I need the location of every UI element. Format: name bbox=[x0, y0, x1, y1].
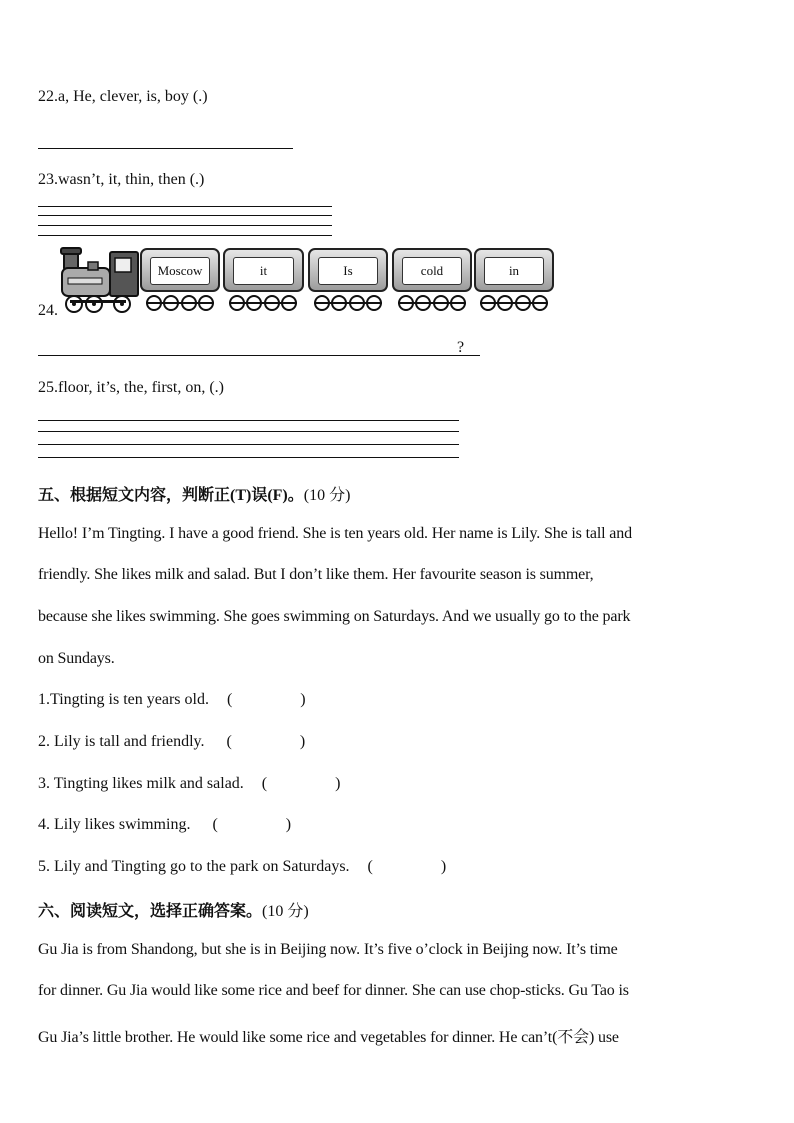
section-6-title: 六、阅读短文，选择正确答案。 bbox=[38, 903, 263, 920]
question-25: 25.floor, it’s, the, first, on, (.) bbox=[38, 379, 224, 396]
section-5-title: 五、根据短文内容，判断正(T)误(F)。 bbox=[38, 487, 304, 504]
section-5-heading bbox=[38, 482, 350, 505]
judgement-item-4 bbox=[38, 816, 291, 834]
answer-line bbox=[38, 355, 480, 356]
train-car-1 bbox=[140, 248, 220, 292]
train-car-word: Is bbox=[318, 257, 378, 285]
answer-line bbox=[38, 225, 332, 226]
passage-line: on Sundays. bbox=[38, 650, 115, 667]
train-wheels-icon bbox=[140, 292, 556, 314]
passage-line: for dinner. Gu Jia would like some rice and beef for dinner. She can use chop-sticks. Gu Tao is bbox=[38, 982, 629, 999]
question-24-end-mark: ? bbox=[457, 339, 465, 356]
passage-line: Hello! I’m Tingting. I have a good friend. She is ten years old. Her name is Lily. She is tall and bbox=[38, 525, 632, 542]
item-text: 3. Tingting likes milk and salad. bbox=[38, 775, 244, 792]
answer-line bbox=[38, 457, 459, 458]
answer-blank[interactable]: ( ) bbox=[226, 691, 306, 708]
train-car-2 bbox=[223, 248, 304, 292]
train-car-word: cold bbox=[402, 257, 462, 285]
passage-line: because she likes swimming. She goes swimming on Saturdays. And we usually go to the park bbox=[38, 608, 631, 625]
answer-line bbox=[38, 444, 459, 445]
train-car-3 bbox=[308, 248, 388, 292]
answer-line bbox=[38, 215, 332, 216]
section-5-score: (10 分) bbox=[303, 487, 351, 504]
judgement-item-1 bbox=[38, 691, 306, 709]
item-text: 4. Lily likes swimming. bbox=[38, 816, 191, 833]
train-car-word: in bbox=[484, 257, 544, 285]
train-car-word: it bbox=[233, 257, 294, 285]
question-23: 23.wasn’t, it, thin, then (.) bbox=[38, 171, 205, 188]
item-text: 5. Lily and Tingting go to the park on Saturdays. bbox=[38, 858, 350, 875]
answer-blank[interactable]: ( ) bbox=[212, 816, 292, 833]
item-text: 1.Tingting is ten years old. bbox=[38, 691, 209, 708]
answer-line bbox=[38, 431, 459, 432]
answer-line bbox=[38, 148, 293, 149]
item-text: 2. Lily is tall and friendly. bbox=[38, 733, 205, 750]
train-car-4 bbox=[392, 248, 472, 292]
answer-line bbox=[38, 235, 332, 236]
answer-blank[interactable]: ( ) bbox=[226, 733, 306, 750]
passage-line: Gu Jia is from Shandong, but she is in Beijing now. It’s five o’clock in Beijing now. It’s time bbox=[38, 941, 618, 958]
judgement-item-2 bbox=[38, 733, 305, 751]
answer-blank[interactable]: ( ) bbox=[367, 858, 447, 875]
answer-line bbox=[38, 420, 459, 421]
question-22: 22.a, He, clever, is, boy (.) bbox=[38, 88, 208, 105]
judgement-item-3 bbox=[38, 775, 340, 793]
judgement-item-5 bbox=[38, 858, 446, 876]
section-6-score: (10 分) bbox=[262, 903, 309, 920]
passage-line: friendly. She likes milk and salad. But I don’t like them. Her favourite season is summer, bbox=[38, 566, 594, 583]
answer-blank[interactable]: ( ) bbox=[261, 775, 341, 792]
section-6-heading bbox=[38, 898, 309, 921]
train-car-5 bbox=[474, 248, 554, 292]
locomotive-icon bbox=[60, 244, 142, 316]
passage-line: Gu Jia’s little brother. He would like some rice and vegetables for dinner. He can’t(不会) use bbox=[38, 1029, 619, 1046]
question-24-number: 24. bbox=[38, 302, 58, 319]
answer-line bbox=[38, 206, 332, 207]
train-car-word: Moscow bbox=[150, 257, 210, 285]
